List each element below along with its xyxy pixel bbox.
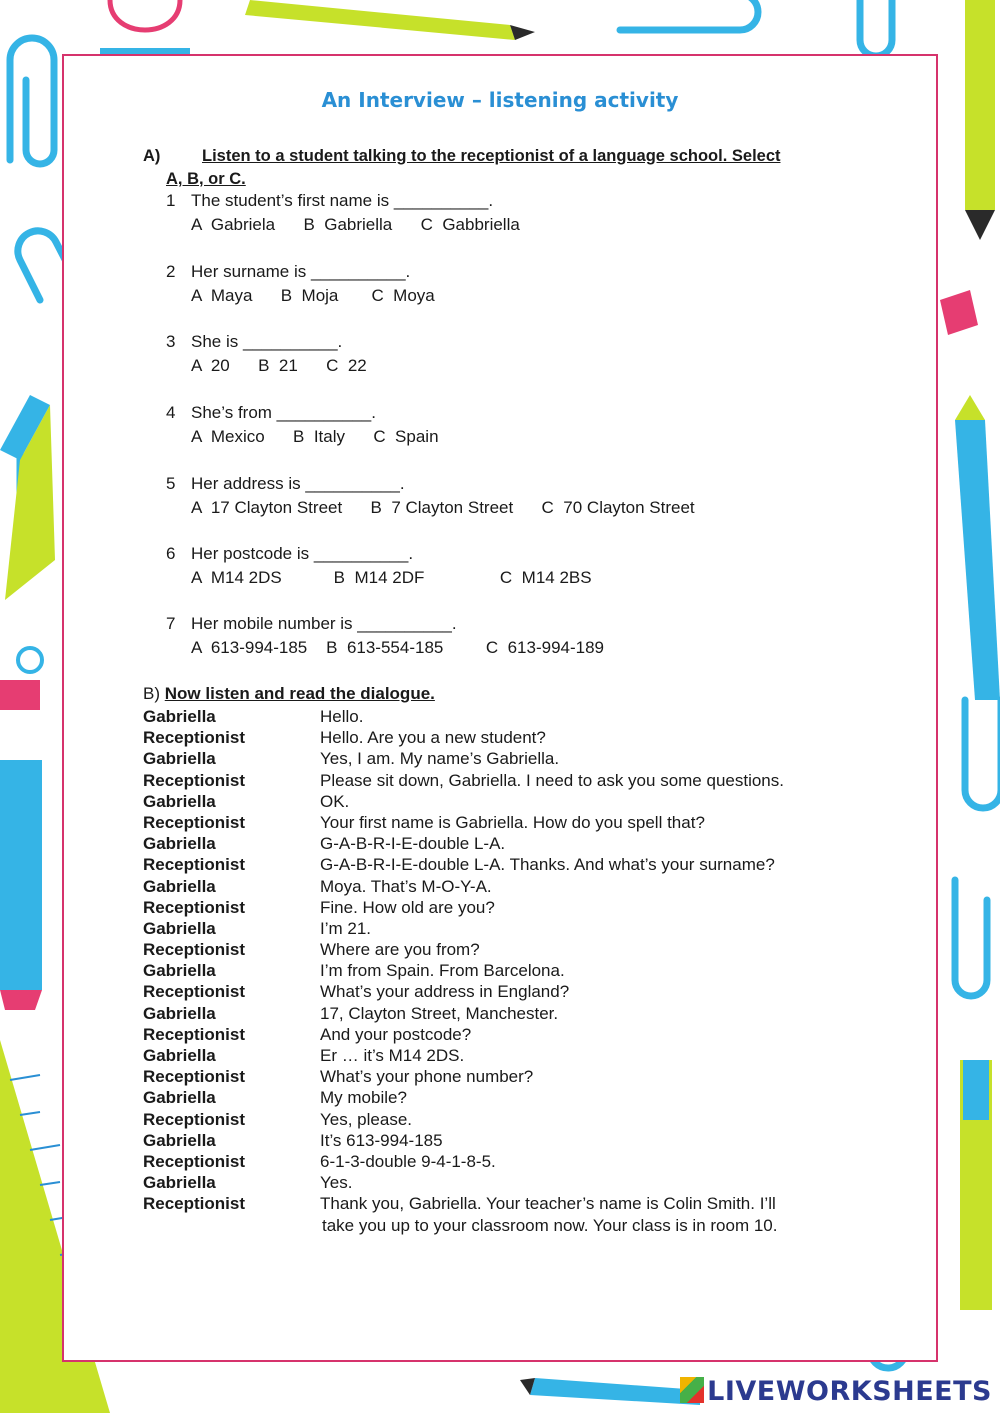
dialogue-text: Please sit down, Gabriella. I need to ask you some questions. bbox=[320, 770, 784, 790]
dialogue-speaker: Gabriella bbox=[143, 707, 216, 726]
question-stem: Her address is __________. bbox=[191, 474, 405, 493]
question-options[interactable]: A M14 2DS B M14 2DF C M14 2BS bbox=[191, 568, 592, 587]
dialogue-line bbox=[143, 897, 863, 918]
dialogue-text: Thank you, Gabriella. Your teacher’s name is Colin Smith. I’ll bbox=[320, 1194, 776, 1214]
question-options[interactable]: A 20 B 21 C 22 bbox=[191, 356, 367, 375]
section-a-instruction-line2: A, B, or C. bbox=[166, 170, 246, 188]
dialogue-speaker: Receptionist bbox=[143, 728, 246, 748]
section-b-instruction bbox=[143, 684, 435, 704]
dialogue-line bbox=[143, 1130, 863, 1151]
dialogue-line bbox=[143, 706, 863, 727]
question-5 bbox=[166, 472, 695, 520]
dialogue-speaker: Gabriella bbox=[143, 1003, 216, 1023]
dialogue-text: What’s your address in England? bbox=[320, 982, 570, 1002]
question-4 bbox=[166, 401, 439, 449]
question-number: 7 bbox=[166, 614, 176, 633]
dialogue-line bbox=[143, 1045, 863, 1066]
dialogue-text: take you up to your classroom now. Your class is in room 10. bbox=[322, 1215, 778, 1235]
dialogue-line bbox=[143, 748, 863, 769]
dialogue-speaker: Gabriella bbox=[143, 918, 216, 938]
dialogue-text: It’s 613-994-185 bbox=[320, 1130, 443, 1150]
question-stem: Her mobile number is __________. bbox=[191, 614, 457, 633]
dialogue-text: Er … it’s M14 2DS. bbox=[320, 1046, 465, 1065]
dialogue-speaker: Receptionist bbox=[143, 1194, 246, 1214]
liveworksheets-badge-icon bbox=[680, 1377, 704, 1403]
dialogue-line bbox=[143, 1215, 863, 1236]
question-number: 1 bbox=[166, 191, 176, 210]
question-7 bbox=[166, 612, 604, 660]
question-stem: Her postcode is __________. bbox=[191, 544, 414, 563]
section-b-label: B) bbox=[143, 684, 160, 703]
question-stem: She’s from __________. bbox=[191, 403, 376, 422]
dialogue-line bbox=[143, 1172, 863, 1193]
dialogue-line bbox=[143, 1087, 863, 1108]
question-stem: The student’s first name is __________. bbox=[191, 191, 494, 210]
dialogue-text: Yes. bbox=[320, 1173, 353, 1193]
dialogue-speaker: Receptionist bbox=[143, 770, 246, 790]
question-6 bbox=[166, 542, 592, 590]
dialogue-line bbox=[143, 981, 863, 1002]
dialogue-text: What’s your phone number? bbox=[320, 1067, 534, 1087]
dialogue-speaker: Receptionist bbox=[143, 897, 246, 917]
question-2 bbox=[166, 260, 435, 308]
dialogue-text: I’m 21. bbox=[320, 918, 372, 938]
dialogue-speaker: Receptionist bbox=[143, 855, 246, 875]
dialogue-text: I’m from Spain. From Barcelona. bbox=[320, 961, 565, 981]
dialogue-speaker: Gabriella bbox=[143, 876, 216, 896]
section-b-instruction-text: Now listen and read the dialogue. bbox=[164, 684, 435, 703]
section-a-label: A) bbox=[143, 147, 161, 165]
dialogue-text: Yes, please. bbox=[320, 1109, 412, 1129]
dialogue-line bbox=[143, 1066, 863, 1087]
page-title: An Interview – listening activity bbox=[321, 88, 679, 112]
dialogue-speaker: Receptionist bbox=[143, 1067, 246, 1087]
question-number: 6 bbox=[166, 544, 176, 563]
question-options[interactable]: A 17 Clayton Street B 7 Clayton Street C 70 Clayton Street bbox=[191, 498, 695, 517]
section-a-instruction-line1: Listen to a student talking to the receptionist of a language school. Select bbox=[202, 147, 781, 165]
dialogue-text: Hello. bbox=[320, 707, 364, 726]
dialogue-line bbox=[143, 1003, 863, 1024]
dialogue-text: 6-1-3-double 9-4-1-8-5. bbox=[320, 1151, 496, 1171]
dialogue-text: G-A-B-R-I-E-double L-A. bbox=[320, 834, 506, 854]
dialogue-line bbox=[143, 727, 863, 748]
question-3 bbox=[166, 330, 367, 378]
dialogue-line bbox=[143, 1193, 863, 1214]
dialogue-text: Where are you from? bbox=[320, 940, 480, 960]
dialogue-text: G-A-B-R-I-E-double L-A. Thanks. And what’s your surname? bbox=[320, 855, 775, 875]
dialogue-speaker: Gabriella bbox=[143, 1088, 216, 1108]
dialogue-text: Your first name is Gabriella. How do you spell that? bbox=[320, 812, 705, 832]
dialogue-line bbox=[143, 1109, 863, 1130]
dialogue-text: Moya. That’s M-O-Y-A. bbox=[320, 876, 492, 896]
dialogue bbox=[143, 706, 863, 1236]
dialogue-speaker: Receptionist bbox=[143, 1109, 246, 1129]
dialogue-text: Hello. Are you a new student? bbox=[320, 728, 546, 748]
dialogue-speaker: Gabriella bbox=[143, 1046, 216, 1065]
question-options[interactable]: A 613-994-185 B 613-554-185 C 613-994-189 bbox=[191, 638, 604, 657]
question-options[interactable]: A Maya B Moja C Moya bbox=[191, 286, 435, 305]
dialogue-speaker: Gabriella bbox=[143, 1130, 216, 1150]
dialogue-text: My mobile? bbox=[320, 1088, 407, 1108]
dialogue-line bbox=[143, 770, 863, 791]
dialogue-speaker: Receptionist bbox=[143, 940, 246, 960]
question-number: 2 bbox=[166, 262, 176, 281]
dialogue-line bbox=[143, 939, 863, 960]
question-number: 5 bbox=[166, 474, 176, 493]
brand-text: LIVEWORKSHEETS bbox=[707, 1376, 992, 1407]
question-options[interactable]: A Mexico B Italy C Spain bbox=[191, 427, 439, 446]
dialogue-speaker: Gabriella bbox=[143, 749, 216, 769]
dialogue-line bbox=[143, 1024, 863, 1045]
question-number: 3 bbox=[166, 332, 176, 351]
dialogue-text: 17, Clayton Street, Manchester. bbox=[320, 1003, 559, 1023]
dialogue-text: Fine. How old are you? bbox=[320, 897, 495, 917]
dialogue-speaker: Receptionist bbox=[143, 812, 246, 832]
dialogue-speaker: Receptionist bbox=[143, 1151, 246, 1171]
dialogue-text: OK. bbox=[320, 791, 350, 811]
question-number: 4 bbox=[166, 403, 176, 422]
question-stem: She is __________. bbox=[191, 332, 343, 351]
dialogue-speaker: Gabriella bbox=[143, 961, 216, 981]
liveworksheets-logo bbox=[680, 1376, 992, 1407]
dialogue-text: Yes, I am. My name’s Gabriella. bbox=[320, 749, 560, 769]
dialogue-speaker: Gabriella bbox=[143, 791, 216, 811]
dialogue-speaker: Gabriella bbox=[143, 834, 216, 854]
dialogue-line bbox=[143, 791, 863, 812]
section-a-instruction bbox=[143, 145, 863, 191]
dialogue-speaker: Receptionist bbox=[143, 1024, 246, 1044]
dialogue-speaker: Gabriella bbox=[143, 1173, 216, 1193]
dialogue-speaker: Receptionist bbox=[143, 982, 246, 1002]
dialogue-line bbox=[143, 1151, 863, 1172]
dialogue-line bbox=[143, 918, 863, 939]
dialogue-line bbox=[143, 854, 863, 875]
dialogue-line bbox=[143, 876, 863, 897]
dialogue-line bbox=[143, 833, 863, 854]
dialogue-text: And your postcode? bbox=[320, 1024, 472, 1044]
question-options[interactable]: A Gabriela B Gabriella C Gabbriella bbox=[191, 215, 520, 234]
question-1 bbox=[166, 189, 520, 237]
dialogue-line bbox=[143, 812, 863, 833]
question-stem: Her surname is __________. bbox=[191, 262, 411, 281]
dialogue-line bbox=[143, 960, 863, 981]
